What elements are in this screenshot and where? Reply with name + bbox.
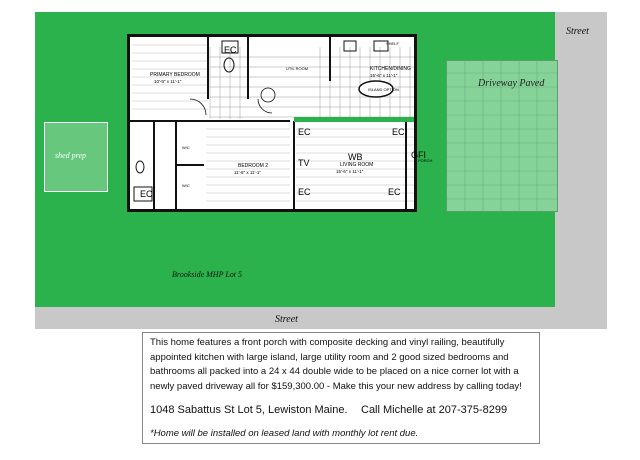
- primary-bedroom-dims: 10'-9" x 11'-1": [154, 79, 182, 84]
- interior-walls: [130, 37, 406, 209]
- util-door-circle: [261, 88, 275, 102]
- floor-plan-drawing: [130, 37, 433, 209]
- kitchen-dining-label: KITCHEN/DINING: [370, 66, 411, 72]
- ec-label-bath-2: EC: [140, 189, 153, 199]
- toilet-fixture: [224, 58, 234, 72]
- shelf-label: SHELF: [386, 41, 399, 46]
- porch-label: PORCH: [418, 158, 433, 163]
- lease-note: *Home will be installed on leased land with monthly lot rent due.: [150, 428, 419, 439]
- street-east: [555, 12, 607, 320]
- floor-plan: [127, 34, 433, 212]
- island-label: ISLAND OPTION: [368, 87, 399, 92]
- util-room-label: UTIL ROOM: [286, 66, 309, 71]
- ec-label-lr-top-right: EC: [392, 127, 405, 137]
- primary-bedroom-label: PRIMARY BEDROOM: [150, 72, 200, 78]
- kitchen-dining-dims: 15'-6" x 11'-1": [370, 73, 398, 78]
- wic-label-2: W/C: [182, 183, 190, 188]
- lot-label: Brookside MHP Lot 5: [172, 270, 242, 279]
- door-swing: [190, 99, 206, 115]
- toilet-fixture-2: [136, 161, 144, 173]
- street-east-label: Street: [566, 26, 589, 37]
- living-room-dims: 15'-6" x 11'-1": [336, 169, 364, 174]
- gfi-label: GFI: [411, 150, 426, 160]
- bedroom-2-dims: 11'-6" x 11'-1": [234, 170, 262, 175]
- shed-label: shed prep: [55, 151, 87, 160]
- driveway-label: Driveway Paved: [478, 78, 545, 89]
- street-south-label: Street: [275, 314, 298, 325]
- address-text: 1048 Sabattus St Lot 5, Lewiston Maine.: [150, 404, 348, 416]
- ec-label-bath: EC: [224, 45, 237, 55]
- ec-label-lr-top-left: EC: [298, 127, 311, 137]
- bedroom-2-label: BEDROOM 2: [238, 163, 269, 169]
- ec-label-lr-bottom-right: EC: [388, 187, 401, 197]
- wb-label: WB: [348, 152, 363, 162]
- divider-strip: [294, 117, 414, 122]
- description-text: This home features a front porch with composite decking and vinyl railing, beautifully appointed kitchen with large island, large utility room and 2 good sized bedrooms and bathrooms all packed into a 24 x 44 double wide to be placed on a nice corner lot with a newly paved driveway all for $159,300.00 - Make this your new address by calling today!: [150, 337, 522, 392]
- contact-text: Call Michelle at 207-375-8299: [361, 404, 508, 416]
- tv-label: TV: [298, 158, 310, 168]
- ec-label-lr-bottom-left: EC: [298, 187, 311, 197]
- wic-label-1: W/C: [182, 145, 190, 150]
- living-room-label: LIVING ROOM: [340, 162, 374, 168]
- street-south: [35, 307, 607, 329]
